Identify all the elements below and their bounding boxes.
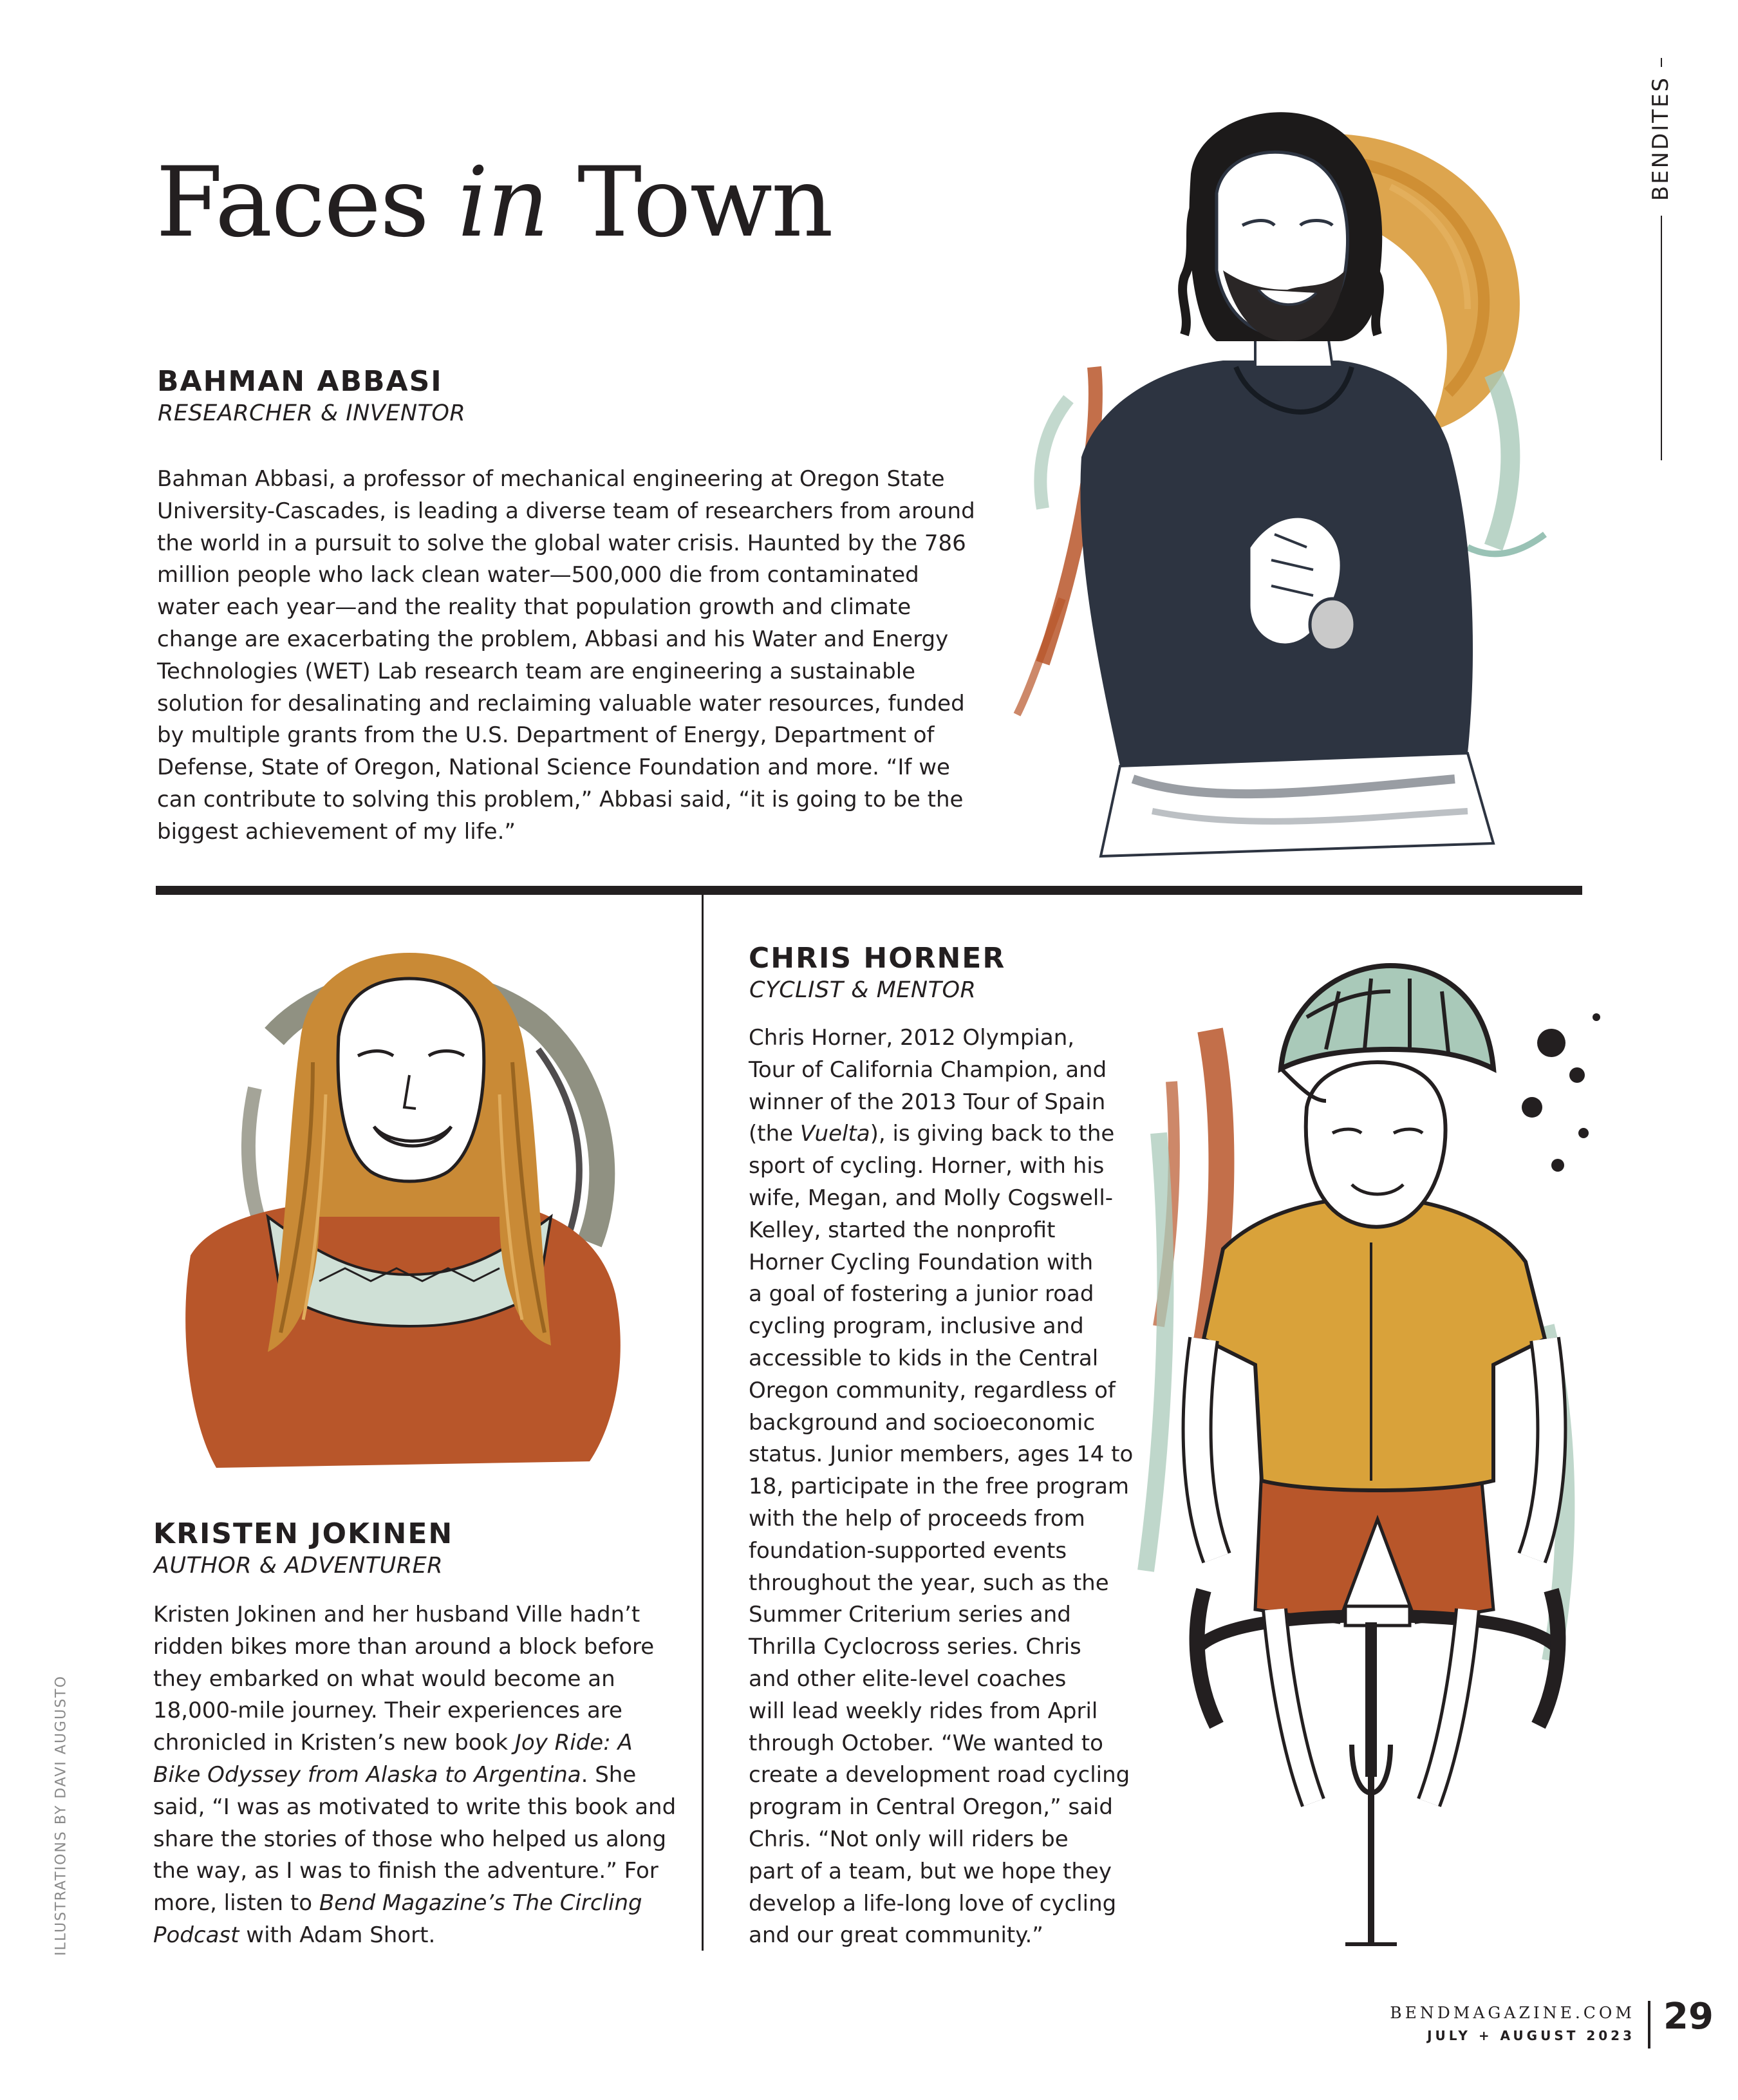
- body-line: said, “I was as motivated to write this book and: [153, 1794, 677, 1820]
- body-line: a goal of fostering a junior road: [749, 1281, 1094, 1308]
- body-line: Defense, State of Oregon, National Science Foundation and more. “If we: [157, 755, 950, 781]
- profile-role-abbasi: RESEARCHER & INVENTOR: [158, 400, 466, 426]
- body-line: develop a life-long love of cycling: [749, 1890, 1117, 1917]
- title-text: Faces: [156, 147, 458, 259]
- body-line: create a development road cycling: [749, 1762, 1130, 1788]
- body-text-run: . She: [581, 1761, 637, 1788]
- portrait-abbasi-illustration: [1004, 97, 1571, 882]
- profile-role-horner: CYCLIST & MENTOR: [749, 977, 976, 1003]
- body-line: program in Central Oregon,” said: [749, 1794, 1113, 1821]
- body-line: 18, participate in the free program: [749, 1474, 1130, 1500]
- body-line: the world in a pursuit to solve the global water crisis. Haunted by the 786: [157, 530, 966, 556]
- body-line: through October. “We wanted to: [749, 1730, 1103, 1756]
- body-line: Kelley, started the nonprofit: [749, 1217, 1056, 1243]
- body-text-run: chronicled in Kristen’s new book: [153, 1730, 515, 1756]
- body-line: million people who lack clean water—500,000 die from contaminated: [157, 562, 919, 588]
- body-text-run: more, listen to: [153, 1890, 319, 1917]
- body-line: [153, 1759, 676, 1792]
- body-line: wife, Megan, and Molly Cogswell-: [749, 1185, 1114, 1211]
- illustration-credit: [39, 1675, 84, 1956]
- body-line: Thrilla Cyclocross series. Chris: [749, 1634, 1081, 1660]
- body-line: 18,000-mile journey. Their experiences are: [153, 1698, 622, 1724]
- body-line: and other elite-level coaches: [749, 1665, 1067, 1692]
- page-number: 29: [1663, 1996, 1714, 2038]
- body-line: Summer Criterium series and: [749, 1602, 1071, 1628]
- illustration-credit-text: ILLUSTRATIONS BY DAVI AUGUSTO: [53, 1675, 70, 1956]
- body-line: [153, 1727, 676, 1759]
- body-line: [749, 1118, 1133, 1150]
- column-divider: [702, 895, 704, 1951]
- profile-body-abbasi: [157, 464, 975, 848]
- section-tab: [1635, 71, 1687, 206]
- body-line: Chris. “Not only will riders be: [749, 1826, 1069, 1852]
- footer-divider: [1648, 2001, 1650, 2048]
- title-italic-text: in: [457, 147, 548, 259]
- profile-name-abbasi: BAHMAN ABBASI: [157, 365, 443, 398]
- profile-name-jokinen: KRISTEN JOKINEN: [153, 1517, 454, 1550]
- footer-issue-date: JULY + AUGUST 2023: [1427, 2028, 1635, 2043]
- podcast-title: Podcast: [153, 1922, 239, 1948]
- body-line: [153, 1888, 676, 1920]
- book-title: Bike Odyssey from Alaska to Argentina: [153, 1761, 581, 1788]
- body-line: cycling program, inclusive and: [749, 1313, 1084, 1340]
- body-line: will lead weekly rides from April: [749, 1698, 1098, 1724]
- body-line: part of a team, but we hope they: [749, 1858, 1112, 1884]
- section-divider: [156, 886, 1582, 895]
- body-line: water each year—and the reality that population growth and climate: [157, 594, 911, 621]
- podcast-title: Bend Magazine’s The Circling: [319, 1890, 642, 1917]
- body-line: [153, 1920, 676, 1952]
- body-line: and our great community.”: [749, 1922, 1043, 1949]
- body-line: ridden bikes more than around a block before: [153, 1633, 655, 1660]
- body-line: throughout the year, such as the: [749, 1570, 1109, 1596]
- body-line: accessible to kids in the Central: [749, 1345, 1099, 1371]
- body-line: Bahman Abbasi, a professor of mechanical engineering at Oregon State: [157, 466, 945, 492]
- body-line: change are exacerbating the problem, Abbasi and his Water and Energy: [157, 626, 949, 652]
- body-line: sport of cycling. Horner, with his: [749, 1153, 1105, 1179]
- profile-body-horner: [749, 1022, 1133, 1952]
- book-title: Joy Ride: A: [514, 1730, 633, 1756]
- race-title: Vuelta: [799, 1121, 870, 1147]
- body-line: share the stories of those who helped us along: [153, 1826, 667, 1852]
- body-line: with the help of proceeds from: [749, 1505, 1085, 1532]
- body-line: Horner Cycling Foundation with: [749, 1249, 1094, 1275]
- section-tab-rule: [1661, 216, 1662, 460]
- body-line: can contribute to solving this problem,” Abbasi said, “it is going to be the: [157, 786, 964, 812]
- body-line: winner of the 2013 Tour of Spain: [749, 1089, 1106, 1115]
- body-line: by multiple grants from the U.S. Department of Energy, Department of: [157, 722, 935, 749]
- body-text-run: with Adam Short.: [239, 1922, 436, 1948]
- body-line: solution for desalinating and reclaiming valuable water resources, funded: [157, 690, 965, 717]
- body-text-run: (the: [749, 1121, 800, 1147]
- footer-website: BENDMAGAZINE.COM: [1390, 2003, 1635, 2022]
- body-line: University-Cascades, is leading a diverse team of researchers from around: [157, 498, 975, 524]
- body-line: Kristen Jokinen and her husband Ville hadn’t: [153, 1602, 640, 1627]
- portrait-jokinen-illustration: [152, 933, 667, 1494]
- section-tab-rule-top: [1661, 58, 1662, 67]
- portrait-horner-illustration: [1133, 940, 1622, 1970]
- body-line: Tour of California Champion, and: [749, 1056, 1107, 1083]
- body-text-run: ), is giving back to the: [870, 1121, 1115, 1147]
- profile-body-jokinen: [153, 1599, 676, 1952]
- body-line: they embarked on what would become an: [153, 1665, 615, 1692]
- body-line: background and socioeconomic: [749, 1409, 1096, 1436]
- page-title: [156, 147, 832, 259]
- body-line: status. Junior members, ages 14 to: [749, 1441, 1134, 1468]
- body-line: Chris Horner, 2012 Olympian,: [749, 1025, 1075, 1051]
- profile-role-jokinen: AUTHOR & ADVENTURER: [154, 1553, 444, 1579]
- body-line: Oregon community, regardless of: [749, 1377, 1116, 1403]
- title-text-end: Town: [548, 147, 832, 259]
- body-line: biggest achievement of my life.”: [157, 818, 516, 845]
- body-line: Technologies (WET) Lab research team are engineering a sustainable: [157, 658, 916, 684]
- profile-name-horner: CHRIS HORNER: [749, 942, 1006, 975]
- body-line: foundation-supported events: [749, 1537, 1067, 1564]
- body-line: the way, as I was to finish the adventure.” For: [153, 1858, 659, 1884]
- section-tab-label: BENDITES: [1648, 75, 1674, 202]
